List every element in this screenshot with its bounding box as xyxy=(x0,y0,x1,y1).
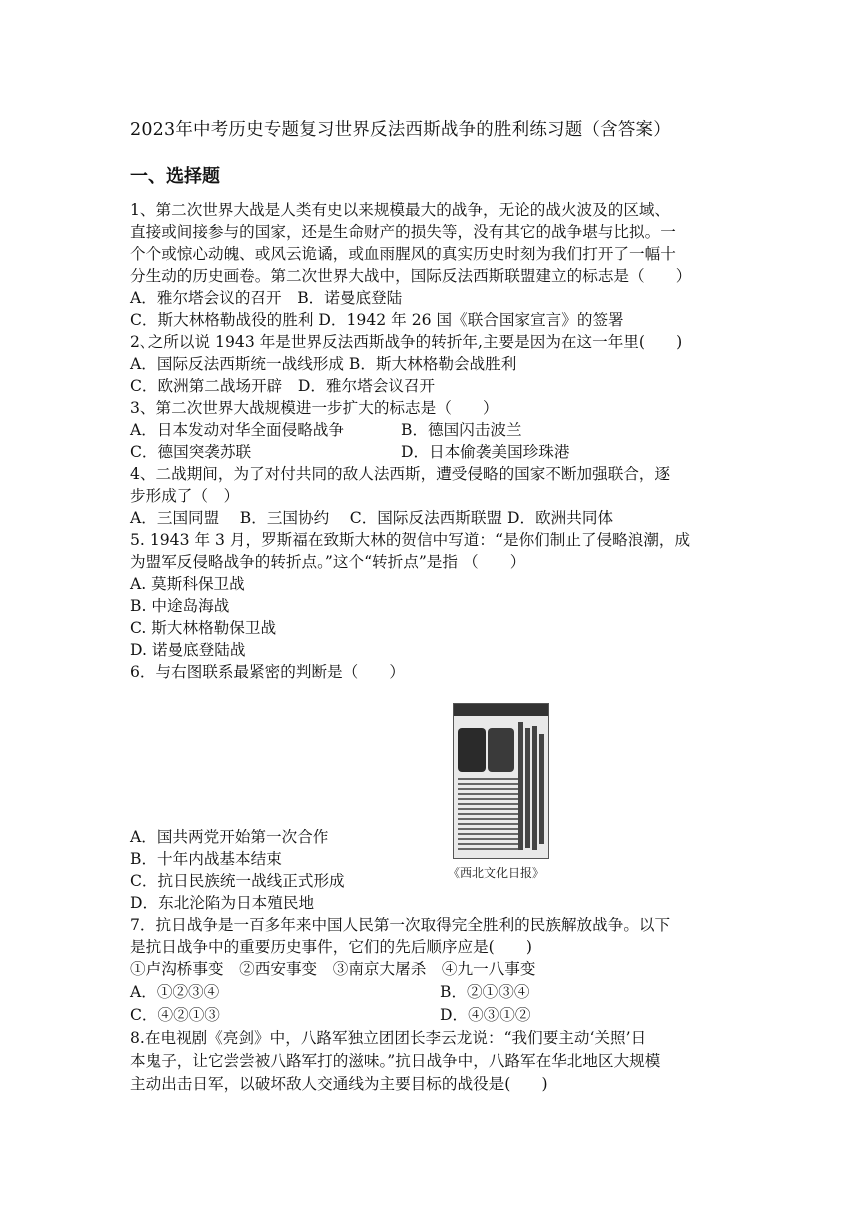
q5-option-b: B. 中途岛海战 xyxy=(130,597,230,615)
q4-stem-line-2: 步形成了（ ） xyxy=(130,487,240,505)
q1-stem-line-4: 分生动的历史画卷。第二次世界大战中，国际反法西斯联盟建立的标志是（ ） xyxy=(130,267,692,285)
q8-stem-line-3: 主动出击日军，以破坏敌人交通线为主要目标的战役是( ) xyxy=(130,1075,548,1093)
newspaper-headline-column-2 xyxy=(525,728,530,848)
q7-events: ①卢沟桥事变 ②西安事变 ③南京大屠杀 ④九一八事变 xyxy=(130,960,536,978)
newspaper-body-text xyxy=(458,778,518,852)
q2-stem: 2､之所以说 1943 年是世界反法西斯战争的转折年,主要是因为在这一年里( ) xyxy=(130,333,683,351)
q7-stem-line-2: 是抗日战争中的重要历史事件，它们的先后顺序应是( ) xyxy=(130,938,533,956)
q2-options-line-1: A．国际反法西斯统一战线形成 B．斯大林格勒会战胜利 xyxy=(130,355,517,373)
q8-stem-line-2: 本鬼子，让它尝尝被八路军打的滋味。”抗日战争中，八路军在华北地区大规模 xyxy=(130,1052,661,1070)
q2-options-line-2: C．欧洲第二战场开辟 D．雅尔塔会议召开 xyxy=(130,377,436,395)
q5-option-a: A. 莫斯科保卫战 xyxy=(130,575,245,593)
q1-stem-line-1: 1、第二次世界大战是人类有史以来规模最大的战争，无论的战火波及的区域、 xyxy=(130,201,671,219)
q7-option-d: D．④③①② xyxy=(440,1006,531,1024)
q7-option-c: C．④②①③ xyxy=(130,1006,220,1024)
q7-option-b: B．②①③④ xyxy=(440,983,530,1001)
q5-option-c: C. 斯大林格勒保卫战 xyxy=(130,619,277,637)
q3-option-c: C．德国突袭苏联 xyxy=(130,443,252,461)
newspaper-headline-column-3 xyxy=(532,726,537,850)
q1-options-line-1: A．雅尔塔会议的召开 B．诺曼底登陆 xyxy=(130,289,403,307)
q1-stem-line-2: 直接或间接参与的国家，还是生命财产的损失等，没有其它的战争堪与比拟。一 xyxy=(130,223,676,241)
newspaper-headline-column-1 xyxy=(518,722,523,850)
q8-stem-line-1: 8.在电视剧《亮剑》中，八路军独立团团长李云龙说：“我们要主动‘关照’日 xyxy=(130,1029,647,1047)
document-title: 2023年中考历史专题复习世界反法西斯战争的胜利练习题（含答案） xyxy=(130,120,671,140)
q6-option-c: C．抗日民族统一战线正式形成 xyxy=(130,872,345,890)
q5-option-d: D. 诺曼底登陆战 xyxy=(130,641,246,659)
newspaper-masthead xyxy=(454,704,548,716)
newspaper-portrait-right xyxy=(488,728,514,772)
q6-option-a: A．国共两党开始第一次合作 xyxy=(130,828,329,846)
figure-caption: 《西北文化日报》 xyxy=(448,866,545,880)
q7-option-a: A．①②③④ xyxy=(130,983,220,1001)
q6-option-d: D．东北沦陷为日本殖民地 xyxy=(130,894,315,912)
q3-stem: 3、第二次世界大战规模进一步扩大的标志是（ ） xyxy=(130,399,499,417)
q5-stem-line-2: 为盟军反侵略战争的转折点。”这个“转折点”是指 （ ） xyxy=(130,553,526,571)
section-heading: 一、选择题 xyxy=(130,166,220,187)
q1-stem-line-3: 个个或惊心动魄、或风云诡谲，或血雨腥风的真实历史时刻为我们打开了一幅十 xyxy=(130,245,676,263)
q4-options: A．三国同盟 B．三国协约 C．国际反法西斯联盟 D．欧洲共同体 xyxy=(130,509,614,527)
q3-option-a: A．日本发动对华全面侵略战争 xyxy=(130,421,344,439)
q1-options-line-2: C．斯大林格勒战役的胜利 D．1942 年 26 国《联合国家宣言》的签署 xyxy=(130,311,624,329)
q5-stem-line-1: 5. 1943 年 3 月，罗斯福在致斯大林的贺信中写道：“是你们制止了侵略浪潮，成 xyxy=(130,531,691,549)
q7-stem-line-1: 7．抗日战争是一百多年来中国人民第一次取得完全胜利的民族解放战争。以下 xyxy=(130,916,671,934)
q6-stem: 6．与右图联系最紧密的判断是（ ） xyxy=(130,663,406,681)
newspaper-image xyxy=(453,703,549,859)
q3-option-d: D．日本偷袭美国珍珠港 xyxy=(401,443,570,461)
q3-option-b: B．德国闪击波兰 xyxy=(401,421,522,439)
newspaper-portrait-left xyxy=(458,728,486,772)
q4-stem-line-1: 4、二战期间，为了对付共同的敌人法西斯，遭受侵略的国家不断加强联合，逐 xyxy=(130,465,671,483)
q6-option-b: B．十年内战基本结束 xyxy=(130,850,282,868)
newspaper-headline-column-4 xyxy=(539,734,544,844)
